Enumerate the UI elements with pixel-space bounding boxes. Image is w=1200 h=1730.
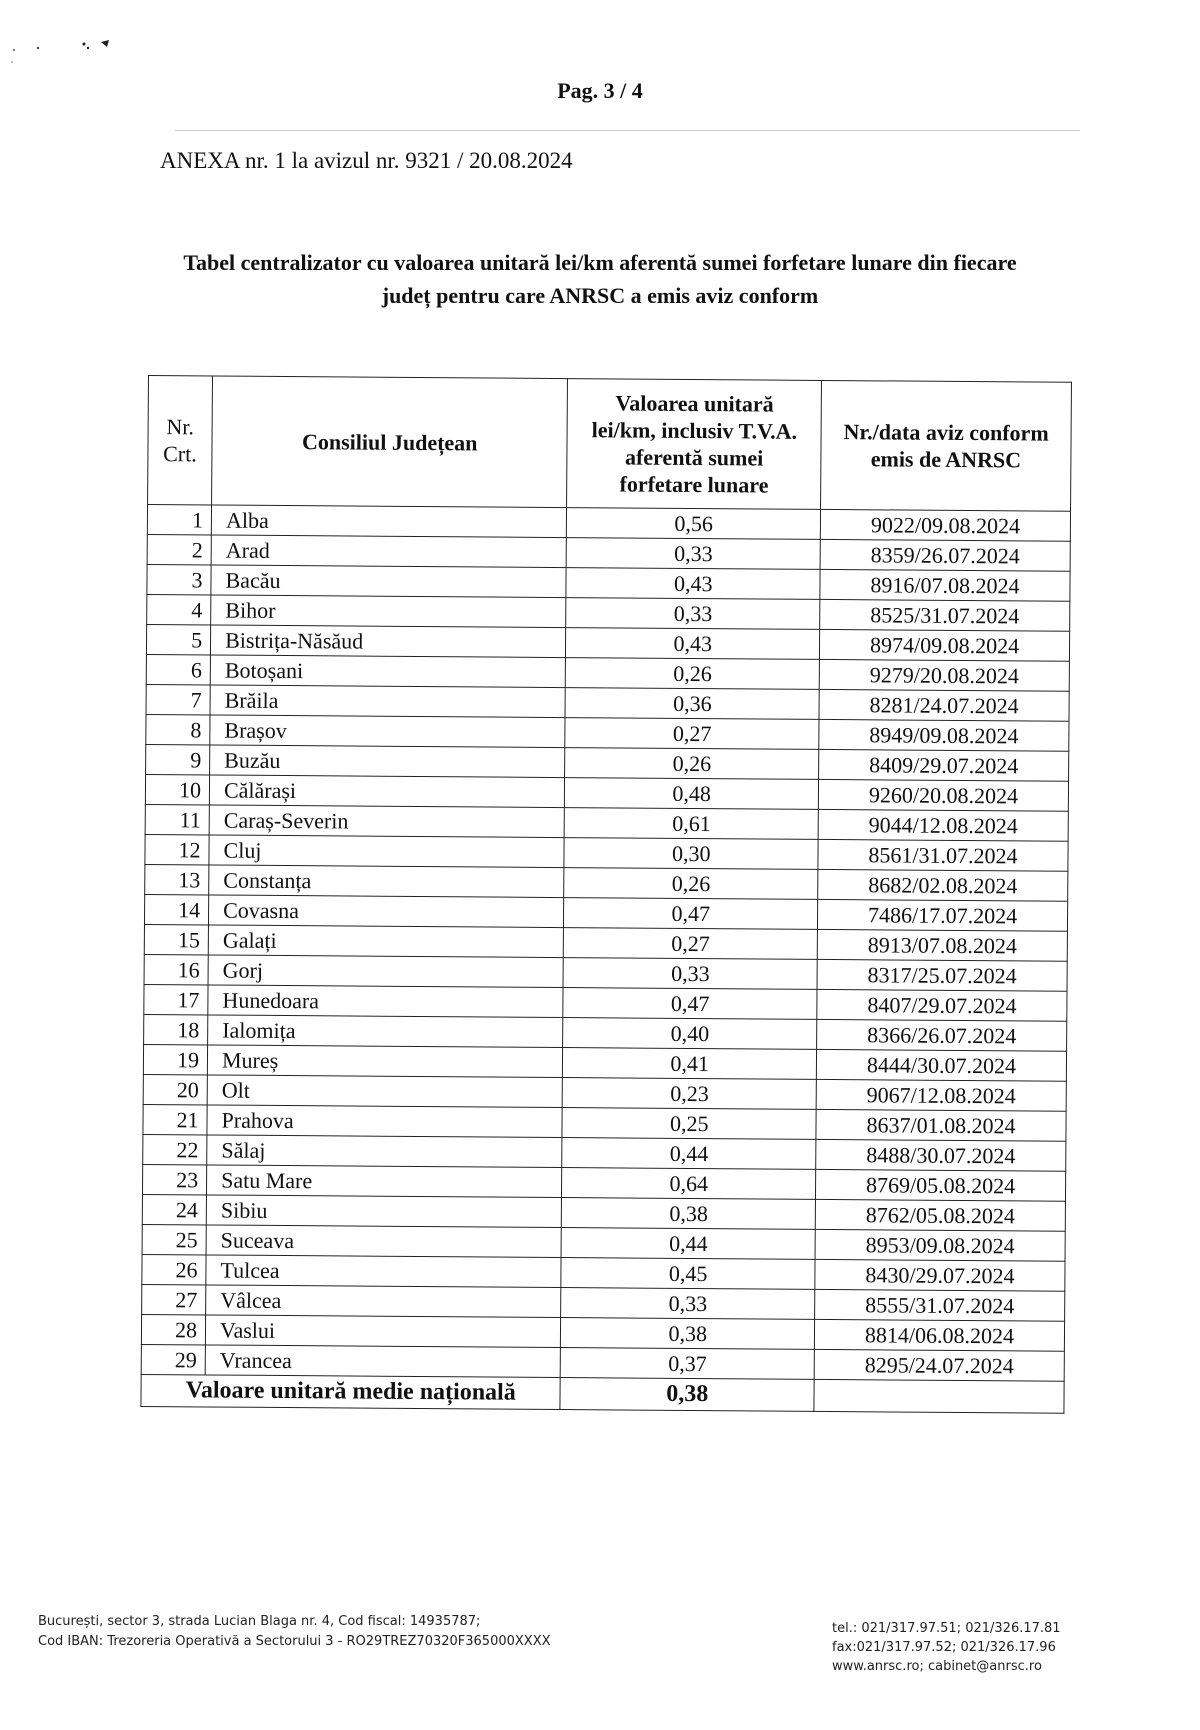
cell-value: 0,26	[564, 868, 818, 900]
cell-nr: 8	[146, 714, 210, 744]
header-aviz-line-2: emis de ANRSC	[870, 446, 1022, 473]
footer-web[interactable]: www.anrsc.ro; cabinet@anrsc.ro	[832, 1659, 1042, 1674]
cell-county: Buzău	[210, 745, 566, 778]
cell-county: Suceava	[206, 1225, 562, 1258]
header-divider	[175, 130, 1080, 131]
cell-county: Călărași	[209, 775, 565, 808]
cell-aviz: 8769/05.08.2024	[816, 1169, 1066, 1201]
cell-nr: 11	[145, 804, 209, 834]
total-aviz-empty	[814, 1379, 1064, 1413]
header-county: Consiliul Județean	[212, 376, 568, 508]
cell-county: Botoșani	[210, 655, 566, 688]
cell-aviz: 8295/24.07.2024	[814, 1349, 1064, 1381]
cell-county: Caraș-Severin	[209, 805, 565, 838]
cell-value: 0,33	[567, 538, 821, 570]
cell-aviz: 8359/26.07.2024	[820, 539, 1070, 571]
cell-value: 0,41	[563, 1048, 817, 1080]
cell-nr: 27	[142, 1284, 206, 1314]
cell-nr: 16	[144, 954, 208, 984]
cell-aviz: 8430/29.07.2024	[815, 1259, 1065, 1291]
cell-aviz: 8916/07.08.2024	[820, 569, 1070, 601]
cell-nr: 1	[147, 505, 211, 535]
summary-table	[140, 375, 1072, 1414]
footer-contact-block	[832, 1619, 1061, 1676]
total-row	[141, 1374, 1064, 1413]
cell-value: 0,47	[564, 898, 818, 930]
cell-aviz: 8814/06.08.2024	[814, 1319, 1064, 1351]
cell-value: 0,33	[561, 1288, 815, 1320]
cell-county: Alba	[211, 505, 567, 538]
cell-aviz: 9022/09.08.2024	[820, 509, 1070, 541]
cell-aviz: 8561/31.07.2024	[818, 839, 1068, 871]
cell-county: Hunedoara	[208, 985, 564, 1018]
cell-aviz: 8974/09.08.2024	[820, 629, 1070, 661]
cell-county: Sibiu	[206, 1195, 562, 1228]
cell-county: Mureș	[207, 1045, 563, 1078]
header-nr-line-2: Crt.	[163, 441, 197, 467]
cell-county: Olt	[207, 1075, 563, 1108]
cell-county: Tulcea	[206, 1255, 562, 1288]
cell-county: Vrancea	[205, 1345, 561, 1378]
cell-county: Covasna	[209, 895, 565, 928]
cell-county: Galați	[208, 925, 564, 958]
cell-nr: 19	[143, 1044, 207, 1074]
cell-county: Vâlcea	[206, 1285, 562, 1318]
cell-county: Satu Mare	[207, 1165, 563, 1198]
cell-aviz: 8637/01.08.2024	[816, 1109, 1066, 1141]
cell-aviz: 8407/29.07.2024	[817, 989, 1067, 1021]
cell-aviz: 9279/20.08.2024	[819, 659, 1069, 691]
cell-aviz: 8762/05.08.2024	[815, 1199, 1065, 1231]
footer-iban: Cod IBAN: Trezoreria Operativă a Sectorului 3 - RO29TREZ70320F365000XXXX	[38, 1634, 551, 1649]
cell-value: 0,44	[562, 1138, 816, 1170]
cell-aviz: 8913/07.08.2024	[817, 929, 1067, 961]
cell-nr: 21	[143, 1104, 207, 1134]
cell-aviz: 9044/12.08.2024	[818, 809, 1068, 841]
total-label: Valoare unitară medie națională	[141, 1374, 561, 1409]
cell-nr: 4	[147, 594, 211, 624]
cell-value: 0,56	[567, 508, 821, 540]
cell-nr: 7	[146, 684, 210, 714]
total-value: 0,38	[560, 1378, 814, 1412]
cell-nr: 17	[144, 984, 208, 1014]
header-nr-line-1: Nr.	[166, 414, 194, 440]
cell-aviz: 8409/29.07.2024	[819, 749, 1069, 781]
cell-nr: 9	[146, 744, 210, 774]
cell-nr: 2	[147, 534, 211, 564]
cell-nr: 6	[146, 654, 210, 684]
cell-county: Vaslui	[205, 1315, 561, 1348]
cell-county: Ialomița	[208, 1015, 564, 1048]
cell-aviz: 8488/30.07.2024	[816, 1139, 1066, 1171]
cell-nr: 20	[143, 1074, 207, 1104]
cell-nr: 25	[142, 1224, 206, 1254]
cell-value: 0,45	[561, 1258, 815, 1290]
cell-value: 0,33	[566, 598, 820, 630]
cell-county: Gorj	[208, 955, 564, 988]
header-value-line-3: aferentă sumei	[624, 444, 764, 471]
cell-aviz: 8366/26.07.2024	[817, 1019, 1067, 1051]
cell-value: 0,40	[563, 1018, 817, 1050]
cell-value: 0,26	[566, 658, 820, 690]
cell-nr: 3	[147, 564, 211, 594]
table-body	[141, 505, 1070, 1382]
cell-aviz: 7486/17.07.2024	[818, 899, 1068, 931]
footer-tel: tel.: 021/317.97.51; 021/326.17.81	[832, 1621, 1061, 1636]
cell-nr: 26	[142, 1254, 206, 1284]
cell-value: 0,64	[562, 1168, 816, 1200]
cell-value: 0,38	[562, 1198, 816, 1230]
cell-value: 0,23	[563, 1078, 817, 1110]
annex-reference: ANEXA nr. 1 la avizul nr. 9321 / 20.08.2024	[160, 148, 573, 173]
cell-nr: 24	[142, 1194, 206, 1224]
cell-nr: 5	[146, 624, 210, 654]
header-value	[567, 379, 822, 510]
cell-value: 0,30	[564, 838, 818, 870]
cell-aviz: 8555/31.07.2024	[815, 1289, 1065, 1321]
cell-county: Bistrița-Năsăud	[211, 625, 567, 658]
cell-value: 0,26	[565, 748, 819, 780]
cell-county: Bacău	[211, 565, 567, 598]
cell-county: Brașov	[210, 715, 566, 748]
cell-nr: 10	[145, 774, 209, 804]
document-title	[100, 246, 1100, 312]
cell-value: 0,25	[562, 1108, 816, 1140]
footer-fax: fax:021/317.97.52; 021/326.17.96	[832, 1640, 1056, 1655]
header-value-line-2: lei/km, inclusiv T.V.A.	[591, 417, 798, 444]
cell-value: 0,43	[566, 568, 820, 600]
cell-county: Constanța	[209, 865, 565, 898]
cell-nr: 12	[145, 834, 209, 864]
cell-county: Sălaj	[207, 1135, 563, 1168]
cell-county: Brăila	[210, 685, 566, 718]
title-line-1: Tabel centralizator cu valoarea unitară lei/km aferentă sumei forfetare lunare din fiecare	[183, 250, 1017, 275]
cell-nr: 28	[141, 1314, 205, 1344]
header-nr	[148, 376, 213, 505]
header-value-line-1: Valoarea unitară	[615, 390, 774, 417]
cell-nr: 15	[144, 924, 208, 954]
cell-value: 0,36	[565, 688, 819, 720]
cell-nr: 18	[144, 1014, 208, 1044]
cell-county: Prahova	[207, 1105, 563, 1138]
cell-aviz: 8444/30.07.2024	[816, 1049, 1066, 1081]
cell-aviz: 8953/09.08.2024	[815, 1229, 1065, 1261]
header-aviz	[821, 380, 1072, 511]
footer-address-block	[38, 1612, 551, 1652]
cell-county: Bihor	[211, 595, 567, 628]
cell-nr: 22	[143, 1134, 207, 1164]
scan-specks	[8, 38, 118, 78]
cell-aviz: 8949/09.08.2024	[819, 719, 1069, 751]
cell-county: Arad	[211, 535, 567, 568]
cell-value: 0,38	[561, 1318, 815, 1350]
cell-aviz: 9067/12.08.2024	[816, 1079, 1066, 1111]
cell-value: 0,47	[563, 988, 817, 1020]
header-aviz-line-1: Nr./data aviz conform	[843, 419, 1049, 446]
header-value-line-4: forfetare lunare	[619, 471, 769, 498]
cell-nr: 29	[141, 1344, 205, 1374]
footer-address: București, sector 3, strada Lucian Blaga nr. 4, Cod fiscal: 14935787;	[38, 1614, 481, 1629]
table-header-row	[148, 376, 1072, 512]
cell-aviz: 8525/31.07.2024	[820, 599, 1070, 631]
cell-aviz: 8317/25.07.2024	[817, 959, 1067, 991]
cell-value: 0,27	[565, 718, 819, 750]
cell-nr: 13	[145, 864, 209, 894]
cell-aviz: 8281/24.07.2024	[819, 689, 1069, 721]
cell-nr: 23	[142, 1164, 206, 1194]
cell-value: 0,61	[565, 808, 819, 840]
title-line-2: județ pentru care ANRSC a emis aviz conform	[381, 283, 819, 308]
page-number: Pag. 3 / 4	[557, 78, 643, 103]
cell-aviz: 9260/20.08.2024	[818, 779, 1068, 811]
cell-value: 0,27	[564, 928, 818, 960]
cell-value: 0,33	[563, 958, 817, 990]
cell-value: 0,44	[561, 1228, 815, 1260]
cell-value: 0,37	[561, 1348, 815, 1380]
cell-aviz: 8682/02.08.2024	[818, 869, 1068, 901]
cell-value: 0,48	[565, 778, 819, 810]
cell-nr: 14	[144, 894, 208, 924]
cell-value: 0,43	[566, 628, 820, 660]
cell-county: Cluj	[209, 835, 565, 868]
